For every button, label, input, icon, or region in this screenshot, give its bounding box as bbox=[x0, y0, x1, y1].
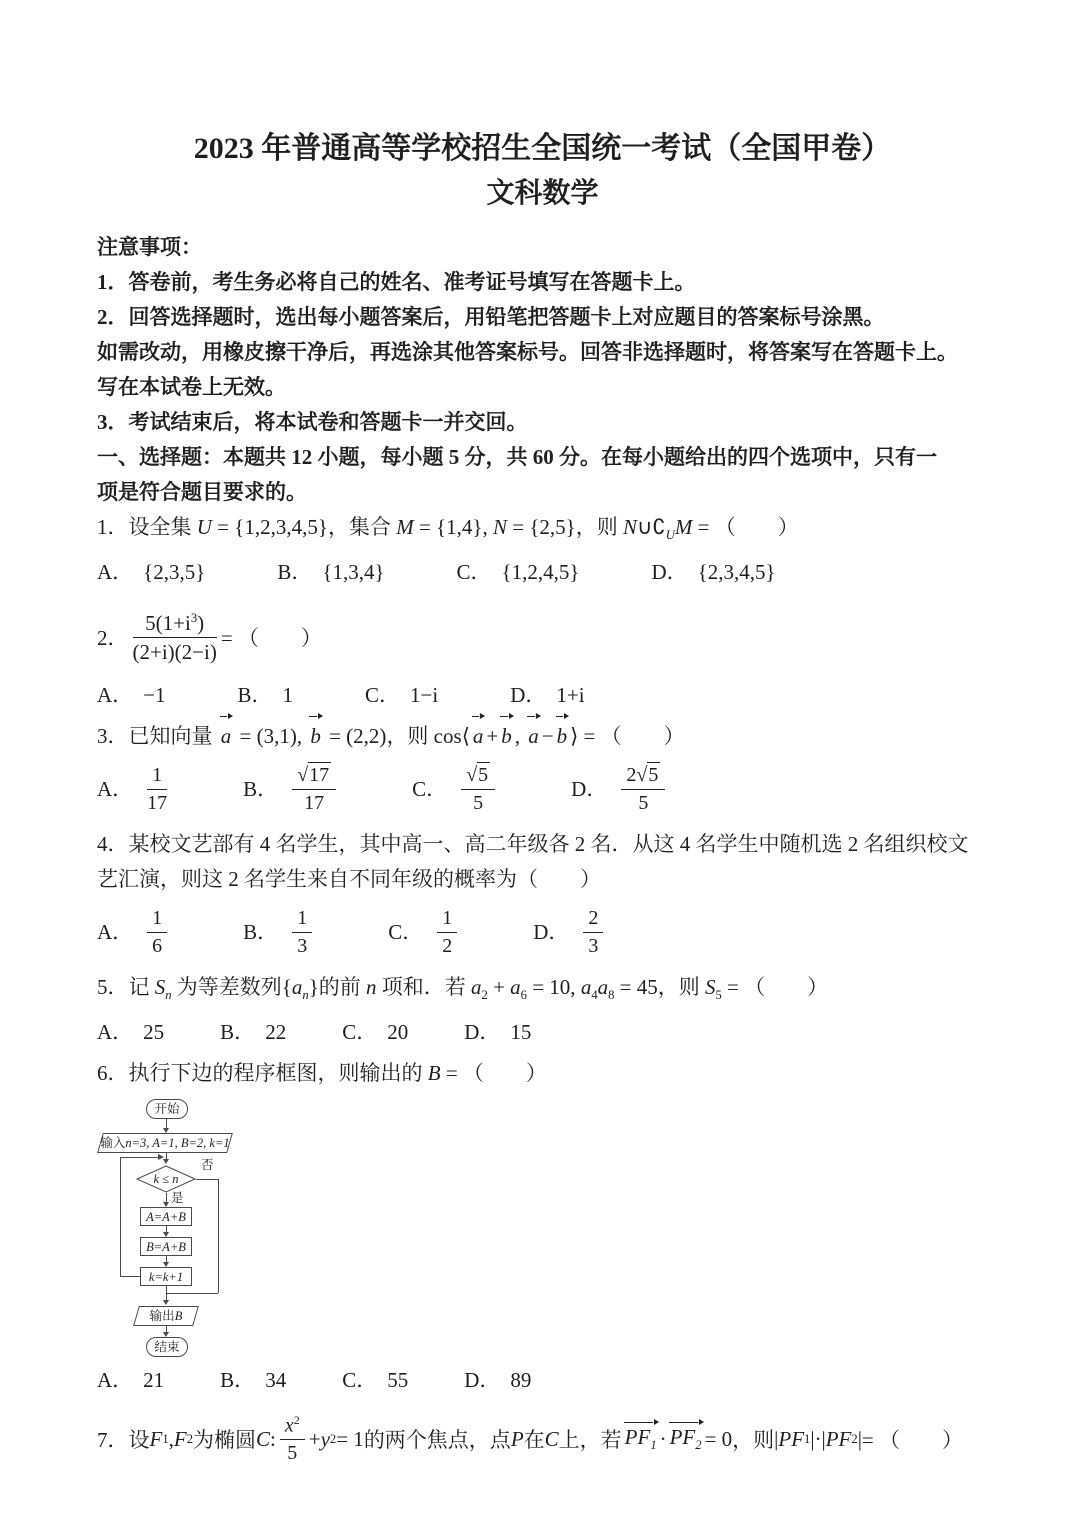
option-2-d: D． 1+i bbox=[510, 683, 585, 708]
question-2-fraction: $\frac{5(1+i^3)}{(2+i)(2-i)}$ bbox=[132, 610, 217, 664]
option-5-d: D． 15 bbox=[464, 1020, 532, 1045]
option-6-a: A． 21 bbox=[97, 1368, 165, 1393]
question-6-options bbox=[97, 1365, 988, 1396]
option-2-a: A． −1 bbox=[97, 683, 166, 708]
complement-symbol: ∁ bbox=[652, 515, 666, 539]
exam-title: 2023 年普通高等学校招生全国统一考试（全国甲卷） bbox=[193, 132, 892, 165]
flowchart-connector bbox=[166, 1286, 167, 1300]
option-4-b: B． $\frac{1}{3}$ bbox=[243, 907, 316, 958]
notice-heading: 注意事项： bbox=[97, 235, 202, 259]
option-1-c: C． {1,2,4,5} bbox=[456, 560, 580, 585]
flowchart-step-2: B=A+B bbox=[140, 1237, 192, 1256]
question-1-options bbox=[97, 557, 988, 588]
arrow-down-icon bbox=[163, 1300, 169, 1305]
option-3-b: B． $\frac{√17}{17}$ bbox=[243, 764, 340, 815]
option-3-d: D． $\frac{2√5}{5}$ bbox=[571, 764, 669, 815]
question-4-stem: 4．某校文艺部有 4 名学生，其中高一、高二年级各 2 名．从这 4 名学生中随机选 2 名组织校文艺汇演，则这 2 名学生来自不同年级的概率为（ ） bbox=[97, 832, 969, 892]
question-7-stem: 7． 设 F 1 , F 2 为椭圆 C : $\frac{x^2}{5}$ + y 2 = 1 的两个焦点，点 P 在 C 上，若 $PF_1$ · $PF_2$ = 0 ，则 | PF 1 |·| PF 2 | = （ ） bbox=[97, 1412, 963, 1465]
radical-sign: √ bbox=[297, 764, 309, 787]
option-3-a: A． $\frac{1}{17}$ bbox=[97, 764, 168, 815]
vector-pf1: $PF_1$ bbox=[624, 1425, 657, 1453]
flowchart-no-branch-line bbox=[166, 1293, 218, 1294]
question-2-stem: 2． $\frac{5(1+i^3)}{(2+i)(2-i)}$ = （ ） bbox=[97, 610, 322, 664]
arrow-right-icon bbox=[158, 1154, 164, 1160]
flowchart-loopback-line bbox=[120, 1276, 140, 1277]
flowchart-input-node: 输入 n=3, A=1, B=2, k=1 bbox=[100, 1133, 230, 1153]
flowchart-loopback-line bbox=[120, 1157, 121, 1276]
option-4-a: A． $\frac{1}{6}$ bbox=[97, 907, 171, 958]
question-1-stem: 1．设全集 U = {1,2,3,4,5}，集合 M = {1,4}, N = {2,5}，则 $N\cup∁_UM$ = （ ） bbox=[97, 515, 799, 543]
option-4-c: C． $\frac{1}{2}$ bbox=[388, 907, 461, 958]
flowchart-connector bbox=[166, 1193, 167, 1202]
right-angle-bracket: ⟩ bbox=[570, 724, 579, 749]
flowchart-step-1: A=A+B bbox=[140, 1207, 192, 1226]
question-7-fraction: $\frac{x^2}{5}$ bbox=[280, 1414, 305, 1466]
notice-item-2-cont2: 写在本试卷上无效。 bbox=[97, 375, 286, 399]
flowchart-no-branch-line bbox=[196, 1179, 218, 1180]
flowchart-no-branch-line bbox=[218, 1179, 219, 1293]
flowchart-step-3: k=k+1 bbox=[140, 1267, 192, 1286]
question-5-stem: 5．记 $S_n$ 为等差数列$\{a_n\}$的前 n 项和．若 $a_2 + a_6 = 10$, $a_4a_8 = 45$，则 $S_5$ = （ ） bbox=[97, 975, 829, 1003]
flowchart-yes-label: 是 bbox=[171, 1191, 184, 1206]
vector-b: b bbox=[310, 719, 321, 754]
notice-item-2-cont1: 如需改动，用橡皮擦干净后，再选涂其他答案标号。回答非选择题时，将答案写在答题卡上。 bbox=[97, 340, 958, 364]
question-6-stem: 6．执行下边的程序框图，则输出的 B = （ ） bbox=[97, 1061, 547, 1086]
radical-sign: √ bbox=[636, 764, 648, 787]
option-6-b: B． 34 bbox=[220, 1368, 287, 1393]
exam-subject: 文科数学 bbox=[486, 178, 599, 209]
option-5-a: A． 25 bbox=[97, 1020, 165, 1045]
question-5-options bbox=[97, 1017, 988, 1048]
option-1-b: B． {1,3,4} bbox=[277, 560, 385, 585]
notice-item-3: 3．考试结束后，将本试卷和答题卡一并交回。 bbox=[97, 410, 528, 434]
option-2-b: B． 1 bbox=[237, 683, 294, 708]
question-3-stem: 3．已知向量 a = (3,1), b = (2,2)，则 cos⟨ a + b , a − b ⟩ = （ ） bbox=[97, 719, 988, 754]
section-heading-line1: 一、选择题：本题共 12 小题，每小题 5 分，共 60 分。在每小题给出的四个选项中，只有一 bbox=[97, 445, 937, 469]
section-heading-line2: 项是符合题目要求的。 bbox=[97, 480, 307, 504]
vector-pf2: $PF_2$ bbox=[669, 1425, 702, 1453]
notice-block bbox=[97, 230, 988, 510]
question-2-options bbox=[97, 680, 988, 711]
option-5-c: C． 20 bbox=[342, 1020, 409, 1045]
flowchart-loopback-line bbox=[120, 1157, 158, 1158]
option-5-b: B． 22 bbox=[220, 1020, 287, 1045]
option-3-c: C． $\frac{√5}{5}$ bbox=[412, 764, 499, 815]
question-3-options bbox=[97, 764, 988, 815]
notice-item-2: 2．回答选择题时，选出每小题答案后，用铅笔把答题卡上对应题目的答案标号涂黑。 bbox=[97, 305, 885, 329]
option-1-d: D． {2,3,4,5} bbox=[651, 560, 776, 585]
flowchart-condition-text: k ≤ n bbox=[153, 1172, 179, 1187]
union-symbol: ∪ bbox=[637, 515, 653, 539]
flowchart-no-label: 否 bbox=[201, 1158, 214, 1173]
radical-sign: √ bbox=[466, 764, 478, 787]
notice-item-1: 1．答卷前，考生务必将自己的姓名、准考证号填写在答题卡上。 bbox=[97, 270, 696, 294]
flowchart-end-node: 结束 bbox=[146, 1337, 188, 1357]
flowchart-start-node: 开始 bbox=[146, 1099, 188, 1119]
option-6-d: D． 89 bbox=[464, 1368, 532, 1393]
vector-a: a bbox=[221, 719, 232, 754]
option-1-a: A． {2,3,5} bbox=[97, 560, 206, 585]
program-flowchart bbox=[100, 1099, 370, 1359]
question-4-options bbox=[97, 907, 988, 958]
option-6-c: C． 55 bbox=[342, 1368, 409, 1393]
option-2-c: C． 1−i bbox=[365, 683, 439, 708]
flowchart-output-node: 输出 B bbox=[136, 1306, 196, 1326]
left-angle-bracket: ⟨ bbox=[461, 724, 470, 749]
option-4-d: D． $\frac{2}{3}$ bbox=[533, 907, 607, 958]
